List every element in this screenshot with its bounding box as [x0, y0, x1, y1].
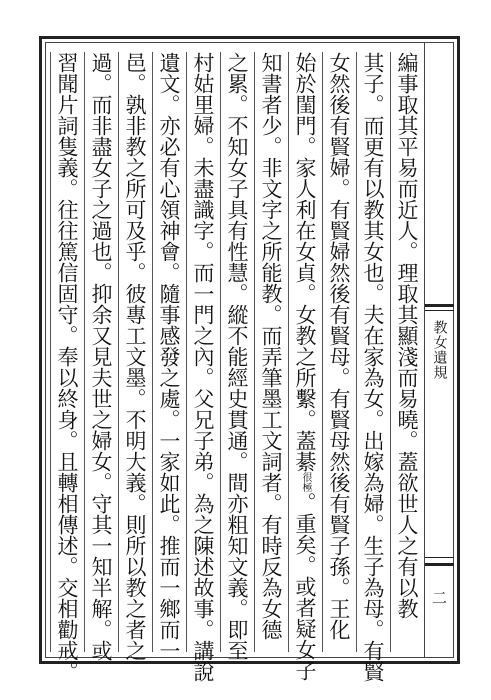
text-column-5: [254, 52, 284, 652]
fish-tail-top-thick: [425, 304, 454, 307]
text-column-1: [390, 52, 420, 652]
text-column-3: [322, 52, 352, 652]
column-text: 遺文。亦必有心領神會。隨事感發之處。一家如此。推而一鄉而一: [157, 52, 181, 661]
annotation-note: 很極: [300, 472, 311, 492]
column-text: 邑。孰非教之所可及乎。彼專工文墨。不明大義。則所以教之者之: [123, 52, 147, 661]
text-column-6: [220, 52, 250, 661]
text-column-10: [84, 52, 114, 661]
column-text-tail: 。重矣。或者疑女子: [293, 492, 317, 681]
text-column-2: [356, 52, 386, 682]
column-text: 村姑里婦。未盡識字。而一門之內。父兄子弟。為之陳述故事。講說: [191, 52, 215, 682]
text-body: [50, 52, 420, 682]
column-text: 知書者少。非文字之所能教。而弄筆墨工文詞者。有時反為女德: [259, 52, 283, 640]
text-column-7: [186, 52, 216, 682]
column-text: 女然後有賢婦。有賢婦然後有賢母。有賢母然後有賢子孫。王化: [327, 52, 351, 640]
column-text: 之累。不知女子具有性慧。縱不能經史貫通。間亦粗知文義。即至: [225, 52, 249, 661]
text-column-4: [288, 52, 318, 681]
fish-tail-top-thin: [425, 310, 454, 311]
page-margin-column: [424, 42, 454, 658]
book-title: 教女遺規: [431, 320, 448, 380]
column-text-head: 始於閨門。家人利在女貞。女教之所繫。蓋綦: [293, 52, 317, 472]
text-column-8: [152, 52, 182, 661]
fish-tail-bottom-thick: [425, 563, 454, 566]
column-text: 其子。而更有以教其女也。夫在家為女。出嫁為婦。生子為母。有賢: [361, 52, 385, 682]
page-number: 二: [431, 589, 447, 607]
fish-tail-bottom-thin: [425, 557, 454, 558]
column-text: [292, 52, 318, 681]
text-column-11: [50, 52, 80, 682]
text-column-9: [118, 52, 148, 661]
column-text: 習聞片詞隻義。往往篤信固守。奉以終身。且轉相傳述。交相勸戒。: [55, 52, 79, 682]
column-text: 過。而非盡女子之過也。抑余又見夫世之婦女。守其一知半解。或: [89, 52, 113, 661]
column-text: 編事取其平易而近人。理取其顯淺而易曉。蓋欲世人之有以教: [395, 52, 419, 619]
